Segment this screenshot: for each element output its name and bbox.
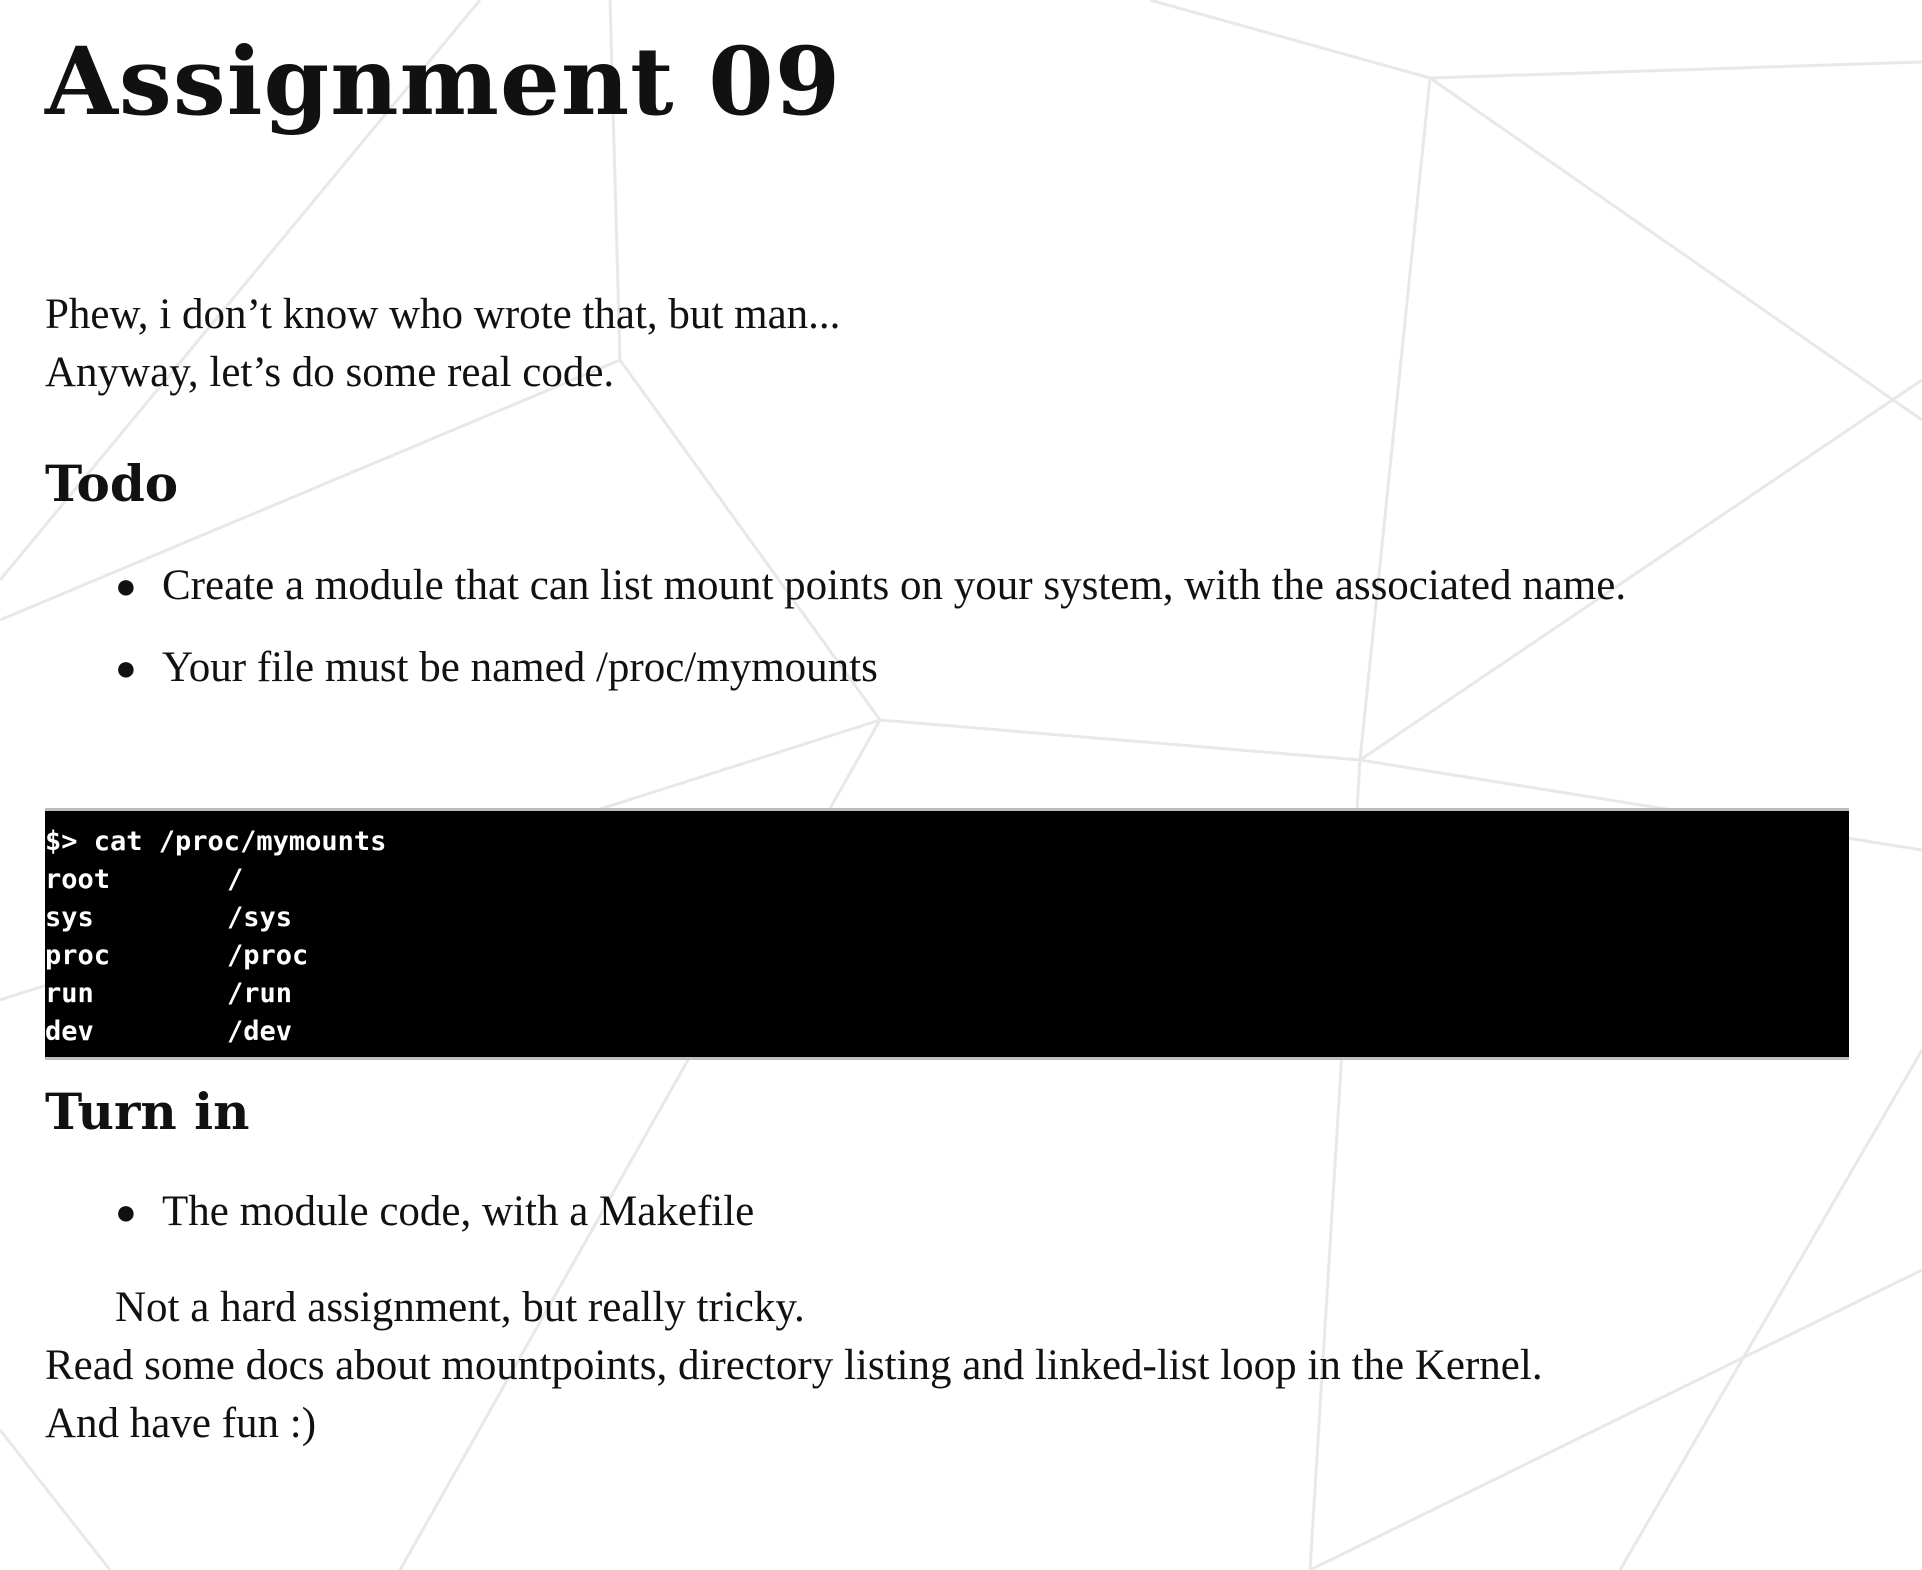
mount-name: run [45, 978, 94, 1009]
todo-heading: Todo [45, 454, 179, 513]
list-item [115, 639, 1845, 697]
list-item-text: Your file must be named /proc/mymounts [162, 644, 878, 691]
terminal-row [45, 899, 1849, 937]
mount-name: proc [45, 940, 111, 971]
turn-in-list [115, 1183, 1845, 1265]
turn-in-heading: Turn in [45, 1082, 250, 1141]
mount-path: /run [227, 978, 293, 1009]
mount-name: root [45, 864, 111, 895]
terminal-command: $> cat /proc/mymounts [45, 826, 387, 857]
closing-line: And have fun :) [45, 1400, 317, 1447]
mount-name: dev [45, 1016, 94, 1047]
intro-line: Anyway, let’s do some real code. [45, 349, 615, 396]
terminal-row [45, 975, 1849, 1013]
list-item [115, 557, 1845, 615]
intro-paragraph [45, 286, 840, 402]
list-item [115, 1183, 1845, 1241]
page-title: Assignment 09 [45, 27, 842, 137]
list-item-text: The module code, with a Makefile [162, 1188, 755, 1235]
closing-paragraph [45, 1279, 1543, 1453]
intro-line: Phew, i don’t know who wrote that, but man... [45, 291, 841, 338]
bullet-icon: ● [115, 566, 137, 606]
terminal-row [45, 861, 1849, 899]
mount-path: /dev [227, 1016, 293, 1047]
bullet-icon: ● [115, 1192, 137, 1232]
mount-path: /sys [227, 902, 293, 933]
closing-line: Not a hard assignment, but really tricky. [115, 1284, 805, 1331]
bullet-icon: ● [115, 648, 137, 688]
terminal-output-block [45, 808, 1849, 1060]
mount-path: /proc [227, 940, 309, 971]
terminal-row [45, 937, 1849, 975]
list-item-text: Create a module that can list mount points on your system, with the associated name. [162, 562, 1627, 609]
todo-list [115, 557, 1845, 721]
mount-path: / [227, 864, 244, 895]
mount-name: sys [45, 902, 94, 933]
terminal-row [45, 1013, 1849, 1051]
closing-line: Read some docs about mountpoints, directory listing and linked-list loop in the Kernel. [45, 1342, 1543, 1389]
